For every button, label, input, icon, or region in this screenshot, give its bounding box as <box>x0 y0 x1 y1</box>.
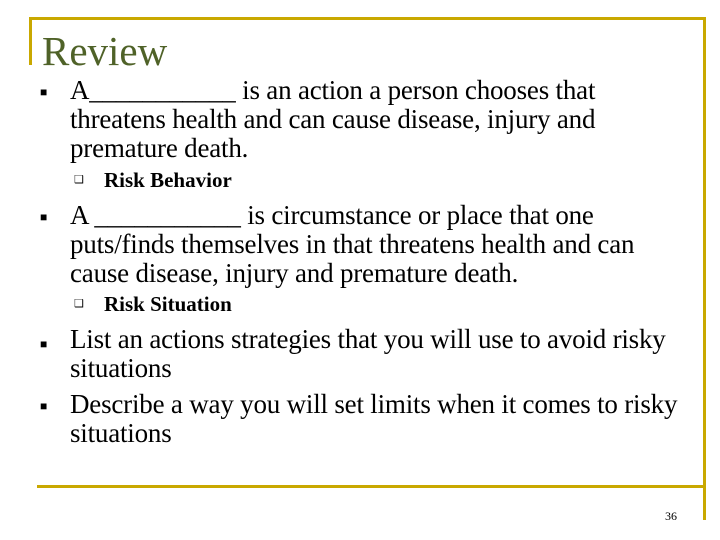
bullet-text-3: List an actions strategies that you will use to avoid risky situations <box>70 324 666 383</box>
bullet-text-2: A ___________ is circumstance or place that one puts/finds themselves in that threatens health and can cause disease, injury and premature death. <box>70 200 635 288</box>
frame-bottom-rule <box>37 485 706 488</box>
bullet-text-1: A___________ is an action a person chooses that threatens health and can cause disease, injury and premature death. <box>70 75 596 163</box>
answer-text-1: Risk Behavior <box>104 168 232 192</box>
square-bullet-icon: ■ <box>40 85 48 99</box>
frame-right-rule <box>703 17 706 520</box>
hollow-square-bullet-icon: ❑ <box>74 298 84 310</box>
frame-left-rule <box>29 17 32 65</box>
square-bullet-icon: ■ <box>40 337 48 351</box>
answer-text-2: Risk Situation <box>104 292 232 316</box>
hollow-square-bullet-icon: ❑ <box>74 174 84 186</box>
square-bullet-icon: ■ <box>40 399 48 413</box>
slide-title: Review <box>42 28 168 74</box>
page-number: 36 <box>665 509 677 523</box>
frame-top-rule <box>29 17 706 20</box>
square-bullet-icon: ■ <box>40 210 48 224</box>
bullet-text-4: Describe a way you will set limits when it comes to risky situations <box>70 389 678 448</box>
